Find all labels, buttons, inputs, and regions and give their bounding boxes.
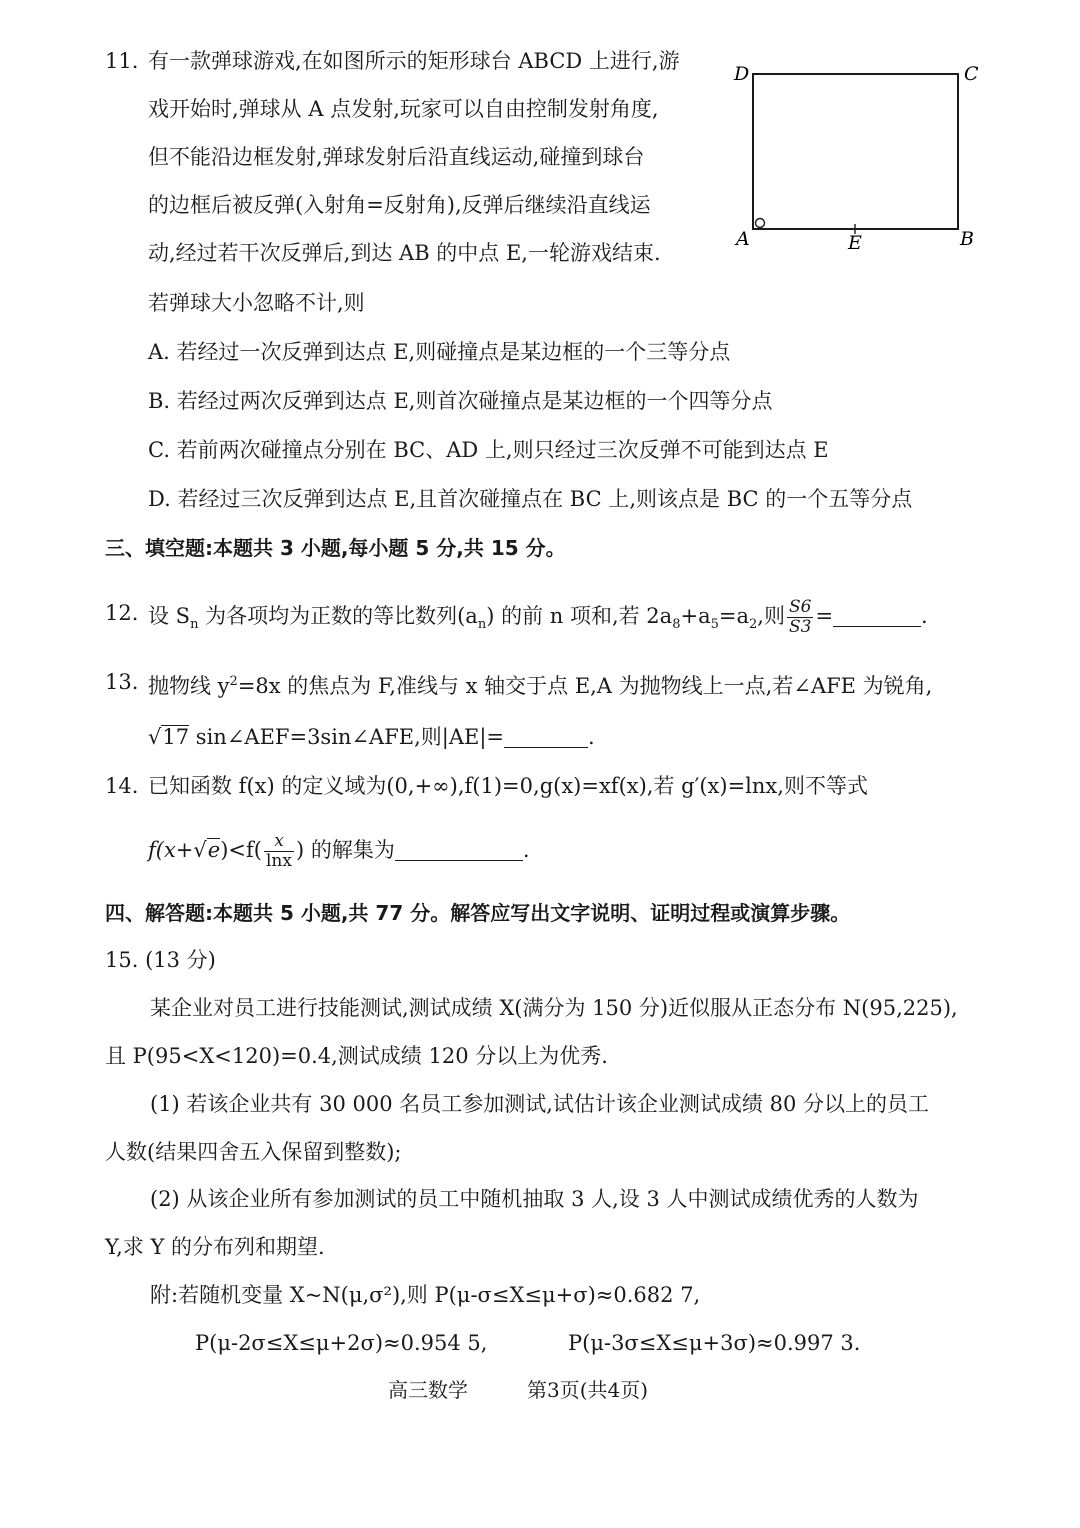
- section3-heading: 三、填空题:本题共 3 小题,每小题 5 分,共 15 分。: [105, 536, 566, 560]
- label-e: E: [848, 232, 862, 254]
- ball-at-a: [756, 219, 765, 228]
- q11-line-3: 但不能沿边框发射,弹球发射后沿直线运动,碰撞到球台: [148, 145, 645, 169]
- q15-header: 15. (13 分): [105, 948, 216, 972]
- q15-appendix-formula-2: P(μ-2σ≤X≤μ+2σ)≈0.954 5,: [195, 1331, 488, 1355]
- q15-line-1: 某企业对员工进行技能测试,测试成绩 X(满分为 150 分)近似服从正态分布 N(95,225),: [150, 996, 958, 1020]
- q14-line-2: f(x+√e)<f( $\frac{x}{\ln x}$ ) 的解集为 .: [148, 831, 530, 871]
- q13-number: 13.: [105, 670, 139, 694]
- q11-line-2: 戏开始时,弹球从 A 点发射,玩家可以自由控制发射角度,: [148, 97, 659, 121]
- q14-line-1: 已知函数 f(x) 的定义域为(0,+∞),f(1)=0,g(x)=xf(x),若 g′(x)=lnx,则不等式: [148, 774, 868, 798]
- q15-part2-line-1: (2) 从该企业所有参加测试的员工中随机抽取 3 人,设 3 人中测试成绩优秀的人数为: [150, 1187, 919, 1211]
- section4-heading: 四、解答题:本题共 5 小题,共 77 分。解答应写出文字说明、证明过程或演算步骤。: [105, 901, 851, 925]
- q13-line-1: 抛物线 $y^2=8x$ 的焦点为 F,准线与 x 轴交于点 E,A 为抛物线上一点,若∠AFE 为锐角,: [148, 674, 933, 698]
- footer-page-number: 第3页(共4页): [527, 1378, 649, 1402]
- q15-part1-line-2: 人数(结果四舍五入保留到整数);: [105, 1140, 402, 1164]
- label-c: C: [964, 63, 979, 85]
- q11-line-5: 动,经过若干次反弹后,到达 AB 的中点 E,一轮游戏结束.: [148, 241, 661, 265]
- q11-option-a: A. 若经过一次反弹到达点 E,则碰撞点是某边框的一个三等分点: [148, 340, 731, 364]
- q11-line-6: 若弹球大小忽略不计,则: [148, 291, 365, 315]
- label-a: A: [736, 228, 750, 250]
- q15-appendix-line-1: 附:若随机变量 X~N(μ,σ²),则 P(μ-σ≤X≤μ+σ)≈0.682 7,: [150, 1283, 701, 1307]
- q11-number: 11.: [105, 49, 139, 73]
- label-d: D: [734, 63, 750, 85]
- q12-text: 设 $S_n$ 为各项均为正数的等比数列$(a_n)$ 的前 n 项和,若 $2a_8+a_5=a_2$,则 $\frac{S6}{S3}$ = .: [148, 597, 928, 637]
- q13-line-2: √17 sin∠AEF=3sin∠AFE,则|AE|= .: [148, 725, 595, 749]
- q15-line-2: 且 P(95<X<120)=0.4,测试成绩 120 分以上为优秀.: [105, 1044, 608, 1068]
- q11-option-c: C. 若前两次碰撞点分别在 BC、AD 上,则只经过三次反弹不可能到达点 E: [148, 438, 829, 462]
- q12-answer-blank[interactable]: [833, 604, 921, 627]
- q11-option-d: D. 若经过三次反弹到达点 E,且首次碰撞点在 BC 上,则该点是 BC 的一个五等分点: [148, 487, 913, 511]
- q11-line-4: 的边框后被反弹(入射角=反射角),反弹后继续沿直线运: [148, 193, 651, 217]
- billiard-table-figure: [728, 56, 988, 256]
- q14-answer-blank[interactable]: [395, 838, 523, 861]
- q15-part2-line-2: Y,求 Y 的分布列和期望.: [105, 1235, 325, 1259]
- label-b: B: [960, 228, 974, 250]
- footer-subject: 高三数学: [388, 1378, 468, 1402]
- q14-number: 14.: [105, 774, 139, 798]
- q13-answer-blank[interactable]: [504, 725, 588, 748]
- q14-fraction: $\frac{x}{\ln x}$: [266, 831, 292, 871]
- q11-option-b: B. 若经过两次反弹到达点 E,则首次碰撞点是某边框的一个四等分点: [148, 389, 773, 413]
- table-rectangle: [753, 74, 958, 229]
- q15-appendix-formula-3: P(μ-3σ≤X≤μ+3σ)≈0.997 3.: [568, 1331, 861, 1355]
- q11-line-1: 有一款弹球游戏,在如图所示的矩形球台 ABCD 上进行,游: [148, 49, 680, 73]
- q12-fraction: $\frac{S6}{S3}$: [788, 597, 812, 637]
- q15-part1-line-1: (1) 若该企业共有 30 000 名员工参加测试,试估计该企业测试成绩 80 分以上的员工: [150, 1092, 929, 1116]
- q12-number: 12.: [105, 601, 139, 625]
